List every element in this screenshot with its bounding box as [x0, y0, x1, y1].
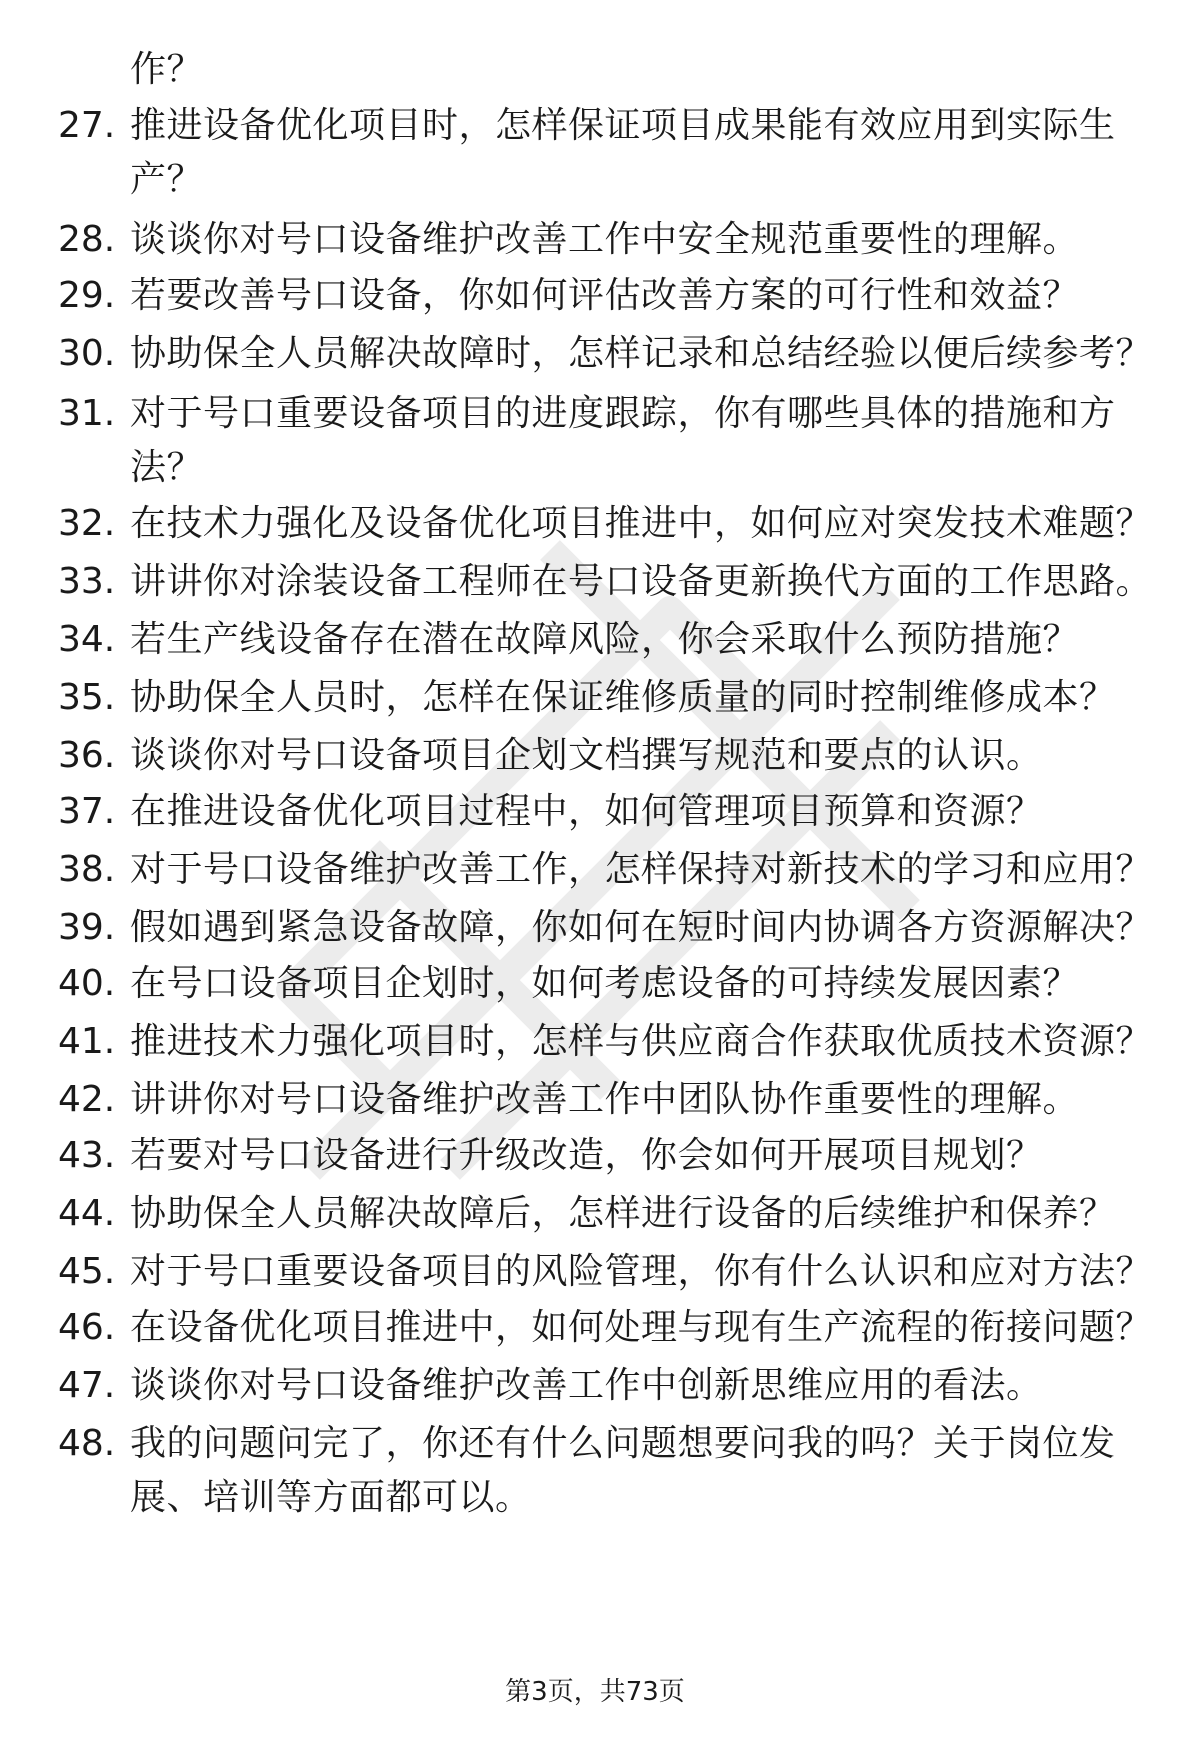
question-number: 44.: [58, 1193, 116, 1234]
question-text: 若生产线设备存在潜在故障风险，你会采取什么预防措施？: [130, 619, 1080, 660]
question-number: 37.: [58, 791, 116, 832]
question-number: 41.: [58, 1021, 116, 1062]
question-text: 假如遇到紧急设备故障，你如何在短时间内协调各方资源解决？: [130, 907, 1153, 948]
question-text: 对于号口设备维护改善工作，怎样保持对新技术的学习和应用？: [130, 849, 1153, 890]
question-text: 协助保全人员时，怎样在保证维修质量的同时控制维修成本？: [130, 677, 1116, 718]
question-number: 38.: [58, 849, 116, 890]
question-text: 对于号口重要设备项目的风险管理，你有什么认识和应对方法？: [130, 1251, 1153, 1292]
list-item: [0, 274, 1190, 318]
list-item: [0, 734, 1190, 778]
list-item: [0, 790, 1190, 834]
question-number: 28.: [58, 219, 116, 260]
question-text: 在技术力强化及设备优化项目推进中，如何应对突发技术难题？: [130, 503, 1153, 544]
question-text: 在号口设备项目企划时，如何考虑设备的可持续发展因素？: [130, 963, 1080, 1004]
question-number: 36.: [58, 735, 116, 776]
list-item: [0, 1020, 1190, 1064]
question-number: 43.: [58, 1135, 116, 1176]
list-item: [0, 906, 1190, 950]
question-text: 推进设备优化项目时，怎样保证项目成果能有效应用到实际生: [130, 105, 1116, 146]
question-number: 40.: [58, 963, 116, 1004]
list-item: [0, 962, 1190, 1006]
question-text: 谈谈你对号口设备维护改善工作中安全规范重要性的理解。: [130, 219, 1080, 260]
question-number: 33.: [58, 561, 116, 602]
question-text: 在推进设备优化项目过程中，如何管理项目预算和资源？: [130, 791, 1043, 832]
question-number: 35.: [58, 677, 116, 718]
question-number: 31.: [58, 393, 116, 434]
question-text: 讲讲你对涂装设备工程师在号口设备更新换代方面的工作思路。: [130, 561, 1153, 602]
question-number: 48.: [58, 1423, 116, 1464]
question-text: 对于号口重要设备项目的进度跟踪，你有哪些具体的措施和方: [130, 393, 1116, 434]
question-text: 推进技术力强化项目时，怎样与供应商合作获取优质技术资源？: [130, 1021, 1153, 1062]
question-text: 若要改善号口设备，你如何评估改善方案的可行性和效益？: [130, 275, 1080, 316]
question-number: 29.: [58, 275, 116, 316]
question-text-continuation: 产？: [130, 159, 204, 200]
question-text: 我的问题问完了，你还有什么问题想要问我的吗？关于岗位发: [130, 1423, 1116, 1464]
question-text: 协助保全人员解决故障时，怎样记录和总结经验以便后续参考？: [130, 333, 1153, 374]
list-item: [0, 848, 1190, 892]
question-number: 34.: [58, 619, 116, 660]
list-item: [0, 1422, 1190, 1518]
list-item: [0, 332, 1190, 376]
question-number: 46.: [58, 1307, 116, 1348]
question-text: 若要对号口设备进行升级改造，你会如何开展项目规划？: [130, 1135, 1043, 1176]
list-item: [0, 1192, 1190, 1236]
page-footer: 第3页，共73页: [505, 1677, 685, 1707]
list-item: [0, 676, 1190, 720]
list-item: [0, 560, 1190, 604]
list-item: [0, 218, 1190, 262]
question-number: 27.: [58, 105, 116, 146]
list-item: [0, 1306, 1190, 1350]
question-text-continuation: 法？: [130, 447, 204, 488]
list-item: [0, 392, 1190, 488]
list-item: [0, 104, 1190, 200]
question-number: 45.: [58, 1251, 116, 1292]
continued-text: 作？: [130, 49, 204, 90]
question-number: 30.: [58, 333, 116, 374]
question-text-continuation: 展、培训等方面都可以。: [130, 1477, 532, 1518]
question-text: 协助保全人员解决故障后，怎样进行设备的后续维护和保养？: [130, 1193, 1116, 1234]
list-item: [0, 618, 1190, 662]
question-text: 讲讲你对号口设备维护改善工作中团队协作重要性的理解。: [130, 1079, 1080, 1120]
list-item: [0, 1078, 1190, 1122]
question-text: 谈谈你对号口设备项目企划文档撰写规范和要点的认识。: [130, 735, 1043, 776]
list-item: [0, 1250, 1190, 1294]
list-item: [0, 1134, 1190, 1178]
question-number: 32.: [58, 503, 116, 544]
question-text: 谈谈你对号口设备维护改善工作中创新思维应用的看法。: [130, 1365, 1043, 1406]
question-number: 47.: [58, 1365, 116, 1406]
question-text: 在设备优化项目推进中，如何处理与现有生产流程的衔接问题？: [130, 1307, 1153, 1348]
list-item: [0, 502, 1190, 546]
question-number: 42.: [58, 1079, 116, 1120]
list-item: [0, 1364, 1190, 1408]
question-number: 39.: [58, 907, 116, 948]
